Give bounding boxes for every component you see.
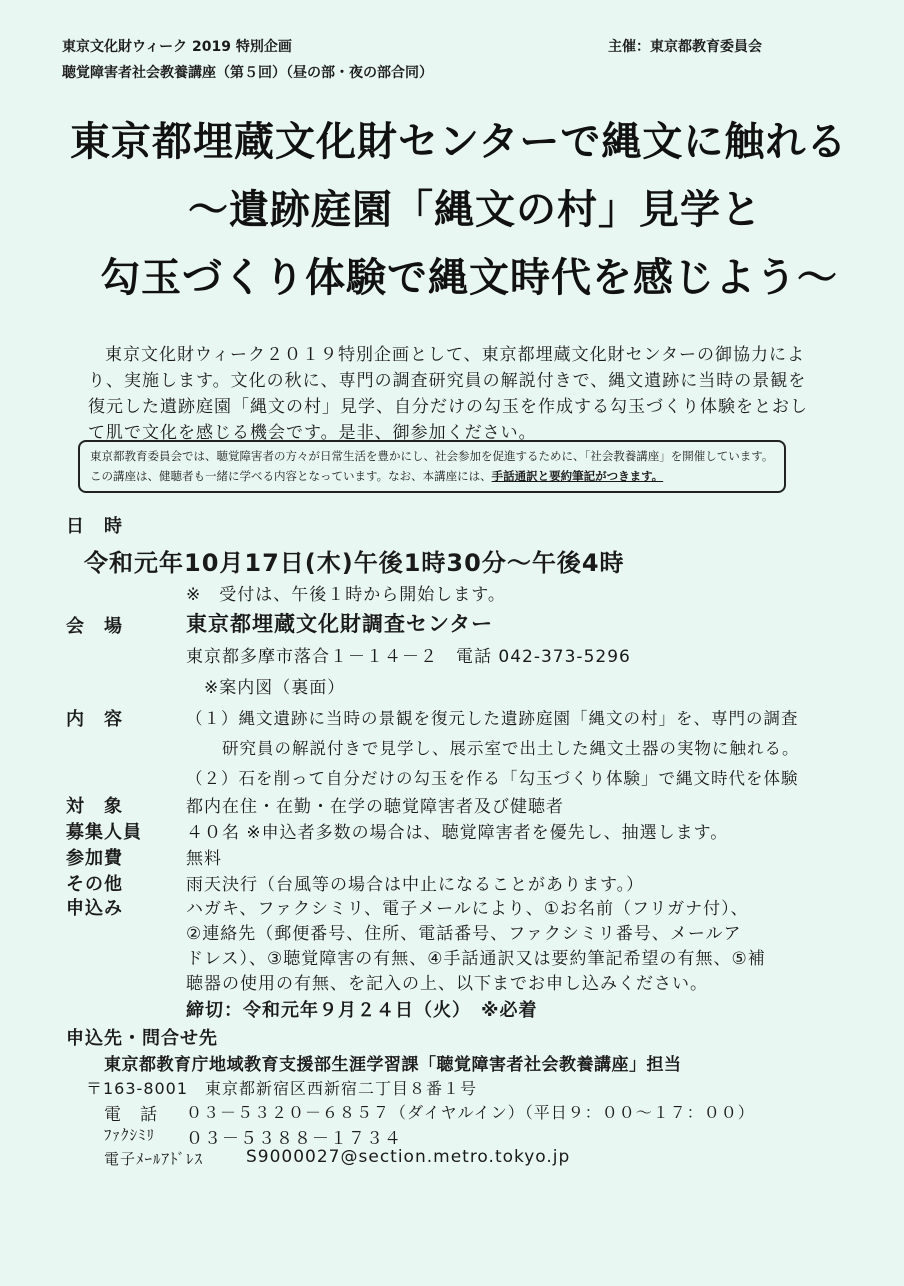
- target-value: 都内在住・在勤・在学の聴覚障害者及び健聴者: [186, 797, 564, 817]
- fax-value: ０３－５３８８－１７３４: [186, 1129, 402, 1149]
- content-item-1b: 研究員の解説付きで見学し、展示室で出土した縄文土器の実物に触れる。: [222, 739, 800, 758]
- event-series-label: 東京文化財ウィーク 2019 特別企画: [62, 39, 292, 55]
- apply-line-3: ドレス）、③聴覚障害の有無、④手話通訳又は要約筆記希望の有無、⑤補: [186, 949, 766, 969]
- fee-value: 無料: [186, 849, 222, 869]
- notice-underline: 手話通訳と要約筆記がつきます。: [491, 469, 664, 483]
- other-label: その他: [66, 874, 123, 895]
- tel-label: 電 話: [104, 1105, 158, 1125]
- title-line-3: 勾玉づくり体験で縄文時代を感じよう～: [100, 255, 838, 301]
- title-line-1: 東京都埋蔵文化財センターで縄文に触れる: [70, 119, 848, 165]
- target-label: 対 象: [66, 796, 123, 817]
- date-value: 令和元年10月17日(木)午後1時30分～午後4時: [84, 549, 625, 577]
- content-item-2: （２）石を削って自分だけの勾玉を作る「勾玉づくり体験」で縄文時代を体験: [186, 769, 799, 788]
- other-value: 雨天決行（台風等の場合は中止になることがあります。）: [186, 875, 645, 895]
- apply-label: 申込み: [66, 898, 123, 919]
- venue-address: 東京都多摩市落合１－１４－２ 電話 042-373-5296: [186, 647, 631, 667]
- organizer-label: 主催：東京都教育委員会: [608, 39, 762, 55]
- apply-line-1: ハガキ、ファクシミリ、電子メールにより、①お名前（フリガナ付）、: [186, 899, 749, 919]
- email-value: S9000027@section.metro.tokyo.jp: [246, 1147, 571, 1167]
- notice-text: 東京都教育委員会では、聴覚障害者の方々が日常生活を豊かにし、社会参加を促進するために、「社会教養講座」を開催しています。この講座は、健聴者も一緒に学べる内容となっています。なお、本講座には、: [90, 449, 774, 483]
- tel-value: ０３－５３２０－６８５７（ダイヤルイン）（平日９：００～１７：００）: [186, 1103, 755, 1122]
- venue-label: 会 場: [66, 616, 123, 637]
- content-item-1a: （１）縄文遺跡に当時の景観を復元した遺跡庭園「縄文の村」を、専門の調査: [186, 709, 799, 728]
- course-label: 聴覚障害者社会教養講座（第５回）（昼の部・夜の部合同）: [62, 65, 433, 81]
- contact-postal: 〒163-8001 東京都新宿区西新宿二丁目８番１号: [86, 1079, 478, 1098]
- deadline: 締切：令和元年９月２４日（火） ※必着: [186, 1000, 538, 1021]
- capacity-value: ４０名 ※申込者多数の場合は、聴覚障害者を優先し、抽選します。: [186, 823, 729, 843]
- date-note: ※ 受付は、午後１時から開始します。: [186, 585, 506, 605]
- venue-map-note: ※案内図（裏面）: [204, 678, 346, 698]
- notice-box: [78, 440, 786, 493]
- intro-paragraph: 東京文化財ウィーク２０１９特別企画として、東京都埋蔵文化財センターの御協力により、実施します。文化の秋に、専門の調査研究員の解説付きで、縄文遺跡に当時の景観を復元した遺跡庭園「縄文の村」見学、自分だけの勾玉を作成する勾玉づくり体験をとおして肌で文化を感じる機会です。是非、御参加ください。: [88, 345, 808, 443]
- fax-label: ﾌｧｸｼﾐﾘ: [104, 1126, 156, 1144]
- contact-label: 申込先・問合せ先: [66, 1028, 218, 1049]
- venue-name: 東京都埋蔵文化財調査センター: [186, 612, 494, 636]
- title-line-2: ～遺跡庭園「縄文の村」見学と: [188, 187, 762, 233]
- apply-line-4: 聴器の使用の有無、を記入の上、以下までお申し込みください。: [186, 974, 708, 994]
- apply-line-2: ②連絡先（郵便番号、住所、電話番号、ファクシミリ番号、メールア: [186, 924, 742, 944]
- fee-label: 参加費: [66, 848, 123, 869]
- email-label: 電子ﾒｰﾙｱﾄﾞﾚｽ: [104, 1150, 204, 1168]
- contact-org: 東京都教育庁地域教育支援部生涯学習課「聴覚障害者社会教養講座」担当: [104, 1055, 682, 1075]
- date-label: 日 時: [66, 516, 123, 537]
- capacity-label: 募集人員: [66, 822, 142, 843]
- content-label: 内 容: [66, 709, 123, 730]
